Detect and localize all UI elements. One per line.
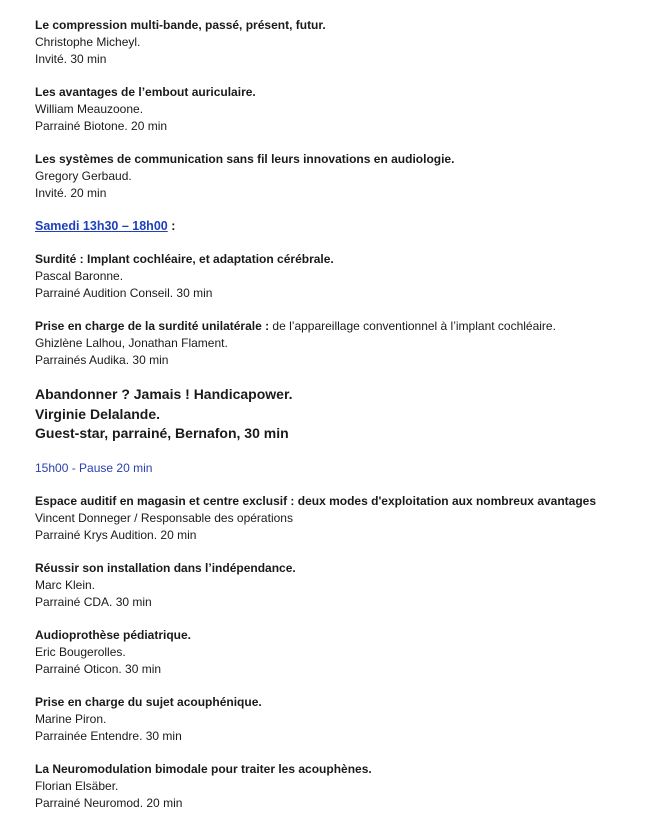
section-suffix: :	[167, 219, 176, 233]
guest-star-title: Abandonner ? Jamais ! Handicapower.	[35, 386, 293, 402]
talk-speaker: Marine Piron.	[35, 711, 107, 726]
talk-speaker: Florian Elsäber.	[35, 778, 119, 793]
talk-speaker: Ghizlène Lalhou, Jonathan Flament.	[35, 336, 228, 350]
guest-star-block	[35, 385, 645, 444]
talk-title: Surdité : Implant cochléaire, et adaptation cérébrale.	[35, 252, 334, 266]
talk-speaker: Eric Bougerolles.	[35, 644, 126, 659]
talk-note: Parrainé Neuromod. 20 min	[35, 795, 183, 810]
program-page	[35, 17, 645, 812]
talk-note: Parrainée Entendre. 30 min	[35, 728, 182, 743]
guest-star-note: Guest-star, parrainé, Bernafon, 30 min	[35, 425, 289, 441]
talk-speaker: Pascal Baronne.	[35, 269, 124, 283]
talk-block	[35, 151, 645, 202]
guest-star-speaker: Virginie Delalande.	[35, 405, 161, 422]
talk-speaker: Gregory Gerbaud.	[35, 169, 132, 183]
talk-title-main: Prise en charge de la surdité unilatérale :	[35, 319, 270, 333]
talk-note: Parrainé Audition Conseil. 30 min	[35, 286, 213, 300]
talk-title: Le compression multi-bande, passé, présent, futur.	[35, 18, 326, 32]
talk-speaker: Vincent Donneger / Responsable des opérations	[35, 510, 293, 525]
talk-block	[35, 627, 645, 678]
talk-note: Invité. 20 min	[35, 186, 107, 200]
talk-title-desc: de l’appareillage conventionnel à l’implant cochléaire.	[269, 319, 556, 333]
talk-title: Audioprothèse pédiatrique.	[35, 627, 192, 642]
talk-block	[35, 17, 645, 68]
section-header	[35, 218, 645, 235]
talk-block	[35, 84, 645, 135]
talk-block	[35, 694, 645, 745]
talk-title	[35, 318, 645, 335]
talk-speaker: Marc Klein.	[35, 577, 96, 592]
talk-title: Réussir son installation dans l’indépendance.	[35, 560, 296, 575]
talk-note: Parrainé Oticon. 30 min	[35, 661, 162, 676]
talk-block	[35, 560, 645, 611]
talk-speaker: Christophe Micheyl.	[35, 35, 141, 49]
talk-block	[35, 761, 645, 812]
talk-title: La Neuromodulation bimodale pour traiter les acouphènes.	[35, 761, 372, 776]
talk-note: Parrainé Krys Audition. 20 min	[35, 527, 197, 542]
talk-note: Parrainé CDA. 30 min	[35, 594, 152, 609]
talk-title: Les avantages de l’embout auriculaire.	[35, 85, 256, 99]
talk-block	[35, 318, 645, 369]
talk-note: Parrainés Audika. 30 min	[35, 353, 169, 367]
talk-note: Parrainé Biotone. 20 min	[35, 119, 168, 133]
talk-block	[35, 251, 645, 302]
talk-title: Les systèmes de communication sans fil leurs innovations en audiologie.	[35, 152, 455, 166]
talk-title: Prise en charge du sujet acouphénique.	[35, 694, 262, 709]
pause-line: 15h00 - Pause 20 min	[35, 460, 153, 475]
talk-note: Invité. 30 min	[35, 52, 107, 66]
talk-speaker: William Meauzoone.	[35, 102, 144, 116]
talk-title: Espace auditif en magasin et centre exclusif : deux modes d'exploitation aux nombreux avantages	[35, 493, 597, 508]
talk-block	[35, 493, 645, 544]
section-link[interactable]: Samedi 13h30 – 18h00	[35, 219, 168, 233]
